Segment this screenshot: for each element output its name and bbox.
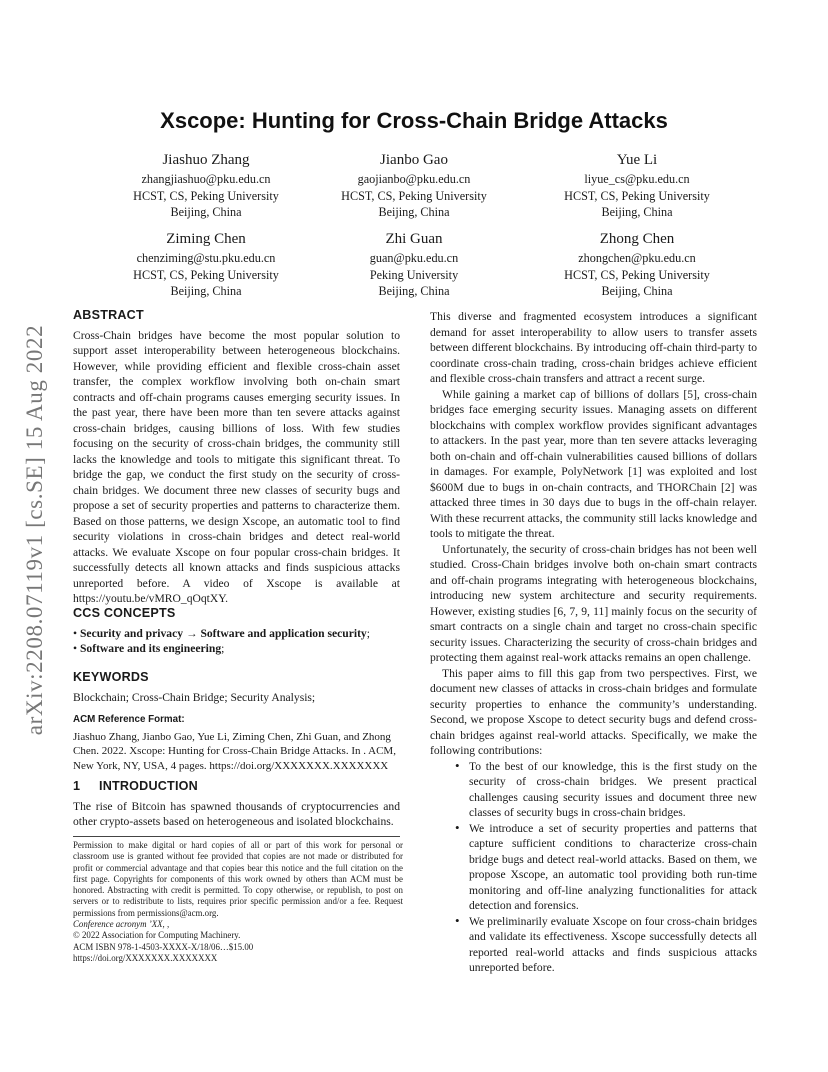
permission-text: Permission to make digital or hard copies of all or part of this work for personal or classroom use is granted without fee provided that copies are not made or distributed for profit or commercial advantage and that copies bear this notice and the full citation on the first page. Copyrights for components of this work owned by others than ACM must be honored. Abstracting with credit is permitted. To copy otherwise, or republish, to post on servers or to redistribute to lists, requires prior specific permission and/or a fee. Request permissions from permissions@acm.org.	[73, 840, 403, 918]
author-email: chenziming@stu.pku.edu.cn	[136, 251, 276, 265]
author-email: zhangjiashuo@pku.edu.cn	[141, 172, 271, 186]
author-email: gaojianbo@pku.edu.cn	[357, 172, 471, 186]
section-title: INTRODUCTION	[99, 779, 198, 793]
body-paragraph: This diverse and fragmented ecosystem introduces a significant demand for asset interoperability to allow users to transfer assets between different blockchains. By introducing off-chain third-party to coordinate cross-chain trading, cross-chain bridges achieve efficient and flexible cross-chain transfers and attract a recent surge.	[430, 310, 757, 385]
author-location: Beijing, China	[601, 205, 673, 219]
bullet-icon: •	[455, 912, 460, 928]
list-item-text: To the best of our knowledge, this is the first study on the security of cross-chain bridges. We present practical challenges causing security issues and document three new classes of security bugs in cross-chain bridges.	[469, 759, 757, 819]
author-affiliation: HCST, CS, Peking University	[133, 267, 279, 282]
ccs-section	[73, 606, 400, 657]
right-column	[430, 309, 757, 976]
list-item	[455, 912, 757, 976]
section-number: 1	[73, 779, 81, 793]
keywords-text: Blockchain; Cross-Chain Bridge; Security Analysis;	[73, 690, 316, 704]
body-paragraph: While gaining a market cap of billions of dollars [5], cross-chain bridges face emerging security issues. Managing assets on different blockchains with complex workflow provides significant advantages to attackers. In the past year, more than ten severe attacks leveraging both on-chain and off-chain vulnerabilities caused billions of dollars in damages. For example, PolyNetwork [1] was exploited and lost $600M due to bugs in on-chain contracts, and THORChain [2] was attacked three times in 30 days due to bugs in the off-chain relayer. With these recurrent attacks, the community still lacks knowledge and tools to mitigate the threat.	[430, 387, 757, 540]
author-affiliation: Peking University	[369, 267, 459, 282]
body-paragraph: This paper aims to fill this gap from two perspectives. First, we document new classes of attacks in cross-chain bridges and formulate security properties to enhance the community’s understanding. Second, we propose Xscope to detect security bugs and defend cross-chain bridges against real-world attacks. Specifically, we make the following contributions:	[430, 666, 757, 757]
acm-reference-heading: ACM Reference Format:	[73, 714, 185, 725]
bullet-icon: •	[455, 819, 460, 835]
contributions-list	[430, 759, 757, 976]
author-location: Beijing, China	[170, 205, 242, 219]
list-item-text: We introduce a set of security properties and patterns that capture sufficient conditions to characterize cross-chain bridge bugs and detect real-world attacks. Based on them, we propose Xscope, an automatic tool providing both run-time monitoring and off-line analyzing functionalities for attack detection and forensics.	[469, 821, 757, 912]
ccs-term: Software and its engineering	[79, 642, 222, 655]
keywords-section	[73, 670, 400, 705]
ccs-concept-1: • Security and privacy → Software and application security;	[73, 626, 370, 640]
keywords-heading: KEYWORDS	[73, 670, 149, 684]
ccs-term: Security and privacy	[79, 626, 184, 640]
acm-reference-section	[73, 712, 400, 773]
abstract-heading: ABSTRACT	[73, 308, 144, 322]
author-name: Jiashuo Zhang	[162, 152, 250, 168]
author-email: guan@pku.edu.cn	[369, 251, 459, 265]
author-block	[522, 230, 752, 300]
author-email: zhongchen@pku.edu.cn	[578, 251, 696, 265]
author-name: Zhi Guan	[385, 231, 443, 247]
abstract-text: Cross-Chain bridges have become the most popular solution to support asset interoperability between heterogeneous blockchains. However, while providing efficient and flexible cross-chain asset transfer, the complex workflow involving both on-chain smart contracts and off-chain programs causes emerging security issues. In the past year, there have been more than ten severe attacks against cross-chain bridges, causing billions of loss. With few studies focusing on the security of cross-chain bridges, the community still lacks the knowledge and tools to mitigate this significant threat. To bridge the gap, we conduct the first study on the security of cross-chain bridges. We document three new classes of security bugs and propose a set of security properties and patterns to characterize them. Based on those patterns, we design Xscope, an automatic tool to find security violations in cross-chain bridges and detect real-world attacks. We evaluate Xscope on four popular cross-chain bridges. It successfully detects all known attacks and finds suspicious attacks unreported before. A video of Xscope is available at https://youtu.be/vMRO_qOqtXY.	[73, 328, 400, 605]
author-affiliation: HCST, CS, Peking University	[564, 267, 710, 282]
author-location: Beijing, China	[601, 284, 673, 298]
ccs-term: Software and application security	[200, 626, 367, 640]
author-name: Yue Li	[616, 152, 658, 168]
author-block	[299, 151, 529, 221]
author-block	[91, 151, 321, 221]
author-location: Beijing, China	[378, 284, 450, 298]
doi-line: https://doi.org/XXXXXXX.XXXXXXX	[73, 952, 218, 963]
arxiv-identifier: arXiv:2208.07119v1 [cs.SE] 15 Aug 2022	[22, 324, 47, 736]
author-email: liyue_cs@pku.edu.cn	[584, 172, 690, 186]
list-item	[455, 819, 757, 914]
author-block	[91, 230, 321, 300]
author-affiliation: HCST, CS, Peking University	[341, 188, 487, 203]
intro-paragraph: The rise of Bitcoin has spawned thousands of cryptocurrencies and other crypto-assets based on heterogeneous and isolated blockchains.	[73, 799, 400, 828]
author-location: Beijing, China	[170, 284, 242, 298]
list-item-text: We preliminarily evaluate Xscope on four cross-chain bridges and validate its effectiveness. Xscope successfully detects all reported real-world attacks and finds suspicious attacks unreported before.	[469, 914, 757, 974]
copyright-line: © 2022 Association for Computing Machinery.	[73, 930, 241, 941]
paper-title: Xscope: Hunting for Cross-Chain Bridge Attacks	[160, 108, 668, 133]
author-affiliation: HCST, CS, Peking University	[564, 188, 710, 203]
author-name: Ziming Chen	[166, 231, 246, 247]
isbn-line: ACM ISBN 978-1-4503-XXXX-X/18/06…$15.00	[73, 941, 254, 952]
arxiv-sidebar	[22, 285, 48, 775]
introduction-heading	[73, 779, 400, 795]
body-paragraph: Unfortunately, the security of cross-chain bridges has not been well studied. Cross-Chain bridges involve both on-chain smart contracts and off-chain programs integrating with heterogeneous blockchains, introducing new system architecture and security requirements. However, existing studies [6, 7, 9, 11] mainly focus on the security of smart contracts on a single chain and target no cross-chain specific security issues. Characterizing the security of cross-chain bridges and protecting them against real-work attacks remains an open challenge.	[430, 542, 757, 664]
bullet-icon: •	[455, 757, 460, 773]
author-affiliation: HCST, CS, Peking University	[133, 188, 279, 203]
introduction-section	[73, 779, 400, 830]
ccs-concept-2: • Software and its engineering;	[73, 642, 225, 655]
footnote-divider	[73, 836, 400, 837]
author-block	[299, 230, 529, 300]
author-block	[522, 151, 752, 221]
conference-line: Conference acronym ’XX, ,	[73, 919, 170, 930]
ccs-heading: CCS CONCEPTS	[73, 606, 176, 620]
author-name: Jianbo Gao	[380, 152, 448, 168]
author-location: Beijing, China	[378, 205, 450, 219]
author-name: Zhong Chen	[599, 231, 675, 247]
ccs-arrow: →	[185, 626, 198, 640]
acm-reference-text: Jiashuo Zhang, Jianbo Gao, Yue Li, Ziming Chen, Zhi Guan, and Zhong Chen. 2022. Xscope: Hunting for Cross-Chain Bridge Attacks. In . ACM, New York, NY, USA, 4 pages. https://doi.org/XXXXXXX.XXXXXXX	[73, 730, 396, 772]
permission-footnote	[73, 840, 403, 964]
abstract-section	[73, 308, 400, 607]
list-item	[455, 757, 757, 821]
